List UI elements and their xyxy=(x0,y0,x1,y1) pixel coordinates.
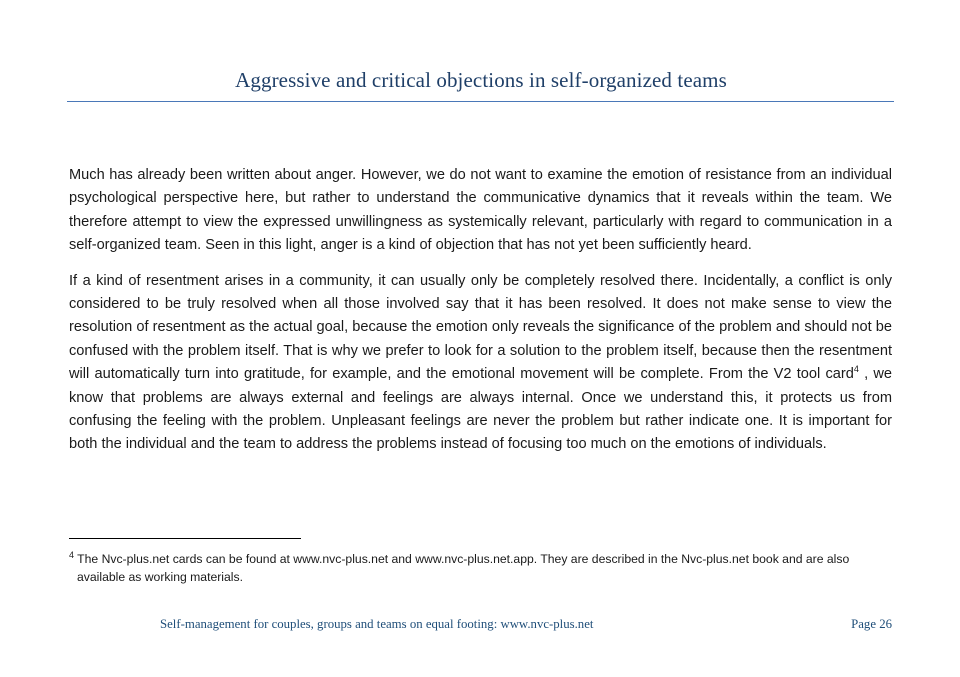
main-text xyxy=(69,164,892,469)
page-title: Aggressive and critical objections in self-organized teams xyxy=(235,68,727,92)
paragraph-2-text-b: , we know that problems are always external and feelings are always internal. Once we understand this, it protects us from confusing the feeling with the problem. Unpleasant feelings are never the problem but rather indicate one. It is important for both the individual and the team to address the problems instead of focusing too much on the emotions of individuals. xyxy=(69,366,892,453)
footnote-reference: 4 xyxy=(853,364,859,375)
paragraph-1: Much has already been written about anger. However, we do not want to examine the emotion of resistance from an individual psychological perspective here, but rather to understand the communicative dynamics that it reveals within the team. We therefore attempt to view the expressed unwillingness as systemically relevant, particularly with regard to communication in a self-organized team. Seen in this light, anger is a kind of objection that has not yet been sufficiently heard. xyxy=(69,167,892,254)
footnote-separator xyxy=(69,538,301,539)
footer-text: Self-management for couples, groups and teams on equal footing: www.nvc-plus.net xyxy=(160,617,594,631)
footnote-text: The Nvc-plus.net cards can be found at www.nvc-plus.net and www.nvc-plus.net.app. They are described in the Nvc-plus.net book and are also available as working materials. xyxy=(74,552,850,584)
page-number: Page 26 xyxy=(851,617,892,631)
footnote-number: 4 xyxy=(69,549,75,560)
paragraph-2 xyxy=(69,270,892,457)
title-underline xyxy=(67,101,894,102)
footnote xyxy=(69,550,887,586)
paragraph-2-text-a: If a kind of resentment arises in a community, it can usually only be completely resolved there. Incidentally, a conflict is only considered to be truly resolved when all those involved say that it has been resolved. It does not make sense to view the resolution of resentment as the actual goal, because the emotion only reveals the significance of the problem and should not be confused with the problem itself. That is why we prefer to look for a solution to the problem itself, because then the resentment will automatically turn into gratitude, for example, and the emotional movement will be complete. From the V2 tool card xyxy=(69,272,892,383)
